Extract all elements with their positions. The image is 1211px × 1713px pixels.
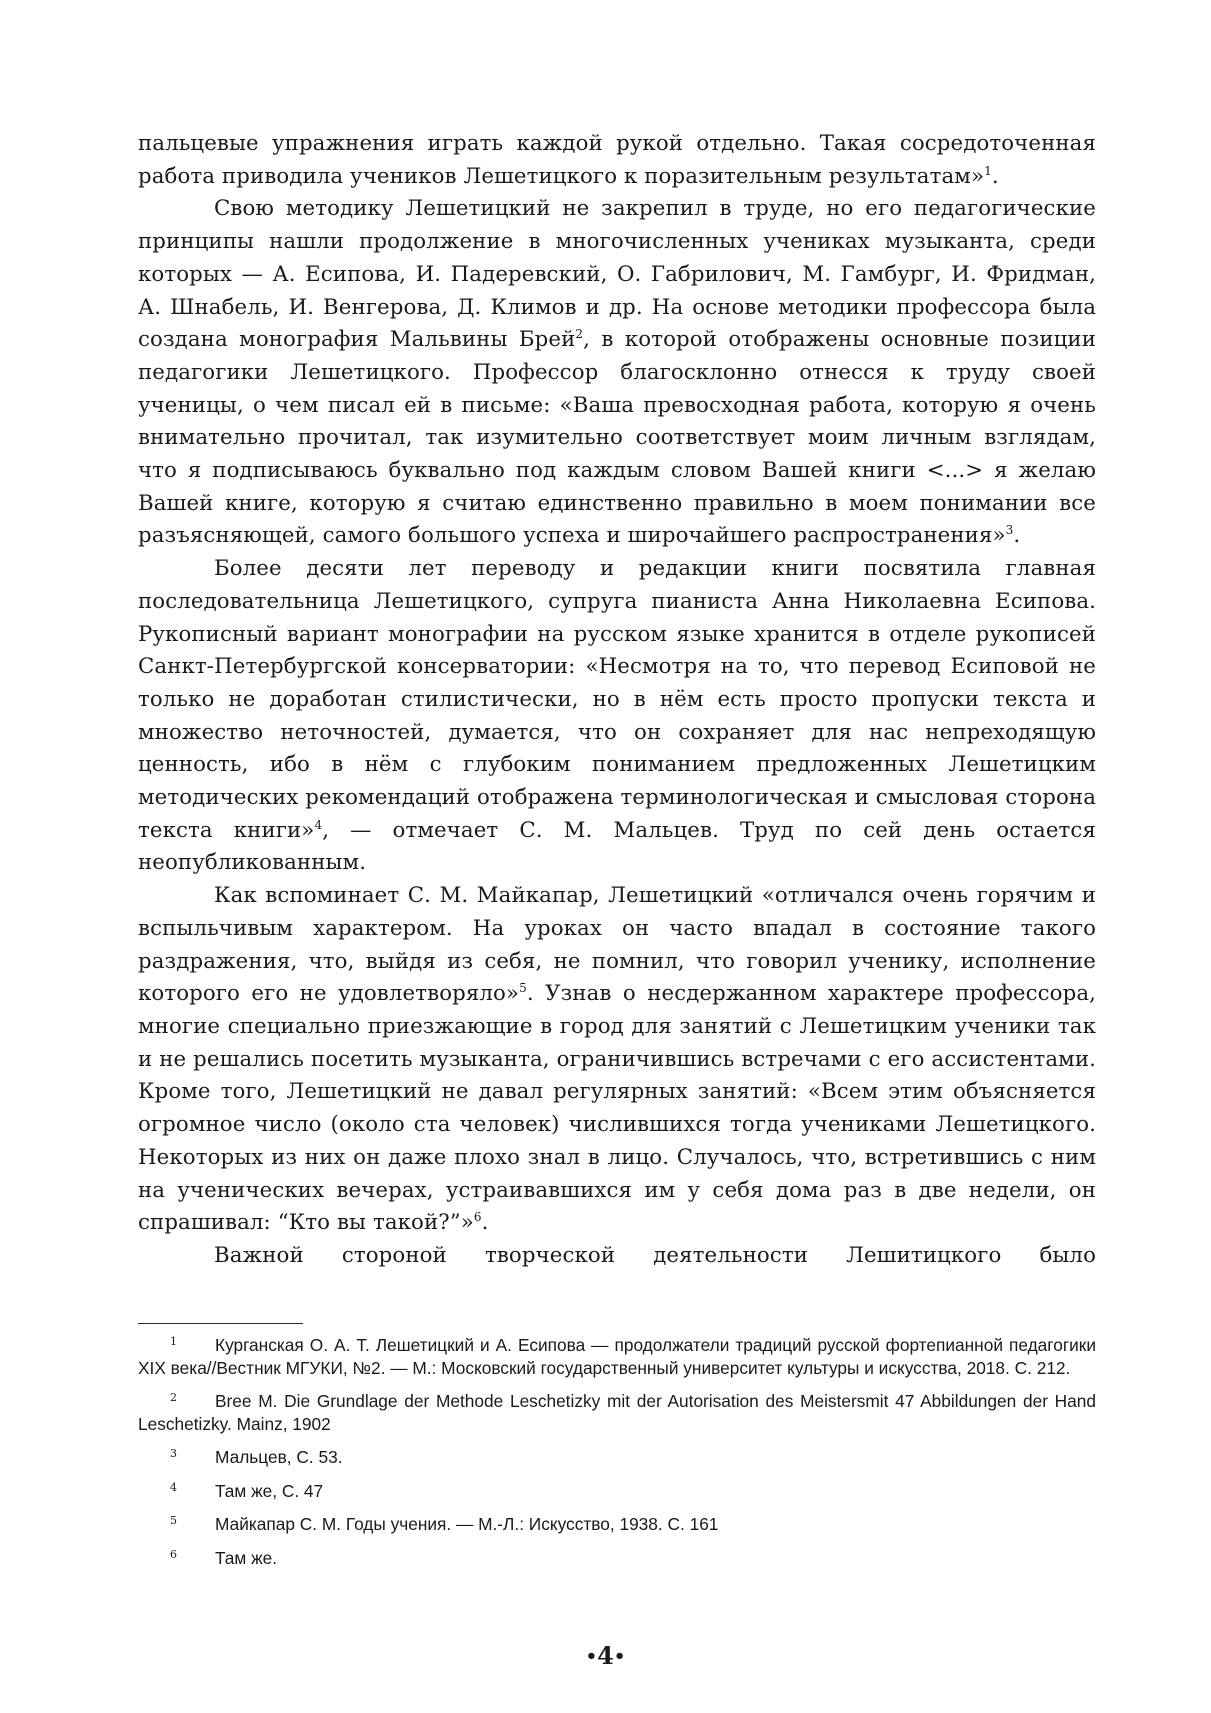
paragraph-1: пальцевые упражнения играть каждой рукой отдельно. Такая сосредоточенная работа приводила учеников Лешетицкого к поразительным результатам»$^1$. (138, 131, 1096, 189)
paragraph-5: Важной стороной творческой деятельности Лешитицкого было (214, 1242, 1096, 1268)
footnote-text: Курганская О. А. Т. Лешетицкий и А. Есипова — продолжатели традиций русской фортепианной педагогики XIX века//Вестник МГУКИ, №2. — М.: Московский государственный университет культуры и искусства, 2018. С. 212. (138, 1335, 1096, 1378)
footnote-text: Там же, С. 47 (215, 1480, 324, 1501)
paragraph-4: Как вспоминает С. М. Майкапар, Лешетицкий «отличался очень горячим и вспыльчивым характером. На уроках он часто впадал в состояние такого раздражения, что, выйдя из себя, не помнил, что говорил ученику, исполнение которого его не удовлетворяло»$^5$. Узнав о несдержанном характере профессора, многие специально приезжающие в город для занятий с Лешетицким ученики так и не решались посетить музыканта, ограничившись встречами с его ассистентами. Кроме того, Лешетицкий не давал регулярных занятий: «Всем этим объясняется огромное число (около ста человек) числившихся тогда учениками Лешетицкого. Некоторых из них он даже плохо знал в лицо. Случалось, что, встретившись с ним на ученических вечерах, устраивавшихся им у себя дома раз в две недели, он спрашивал: “Кто вы такой?”»$^6$. (138, 883, 1096, 1236)
footnote-text: Майкапар С. М. Годы учения. — М.-Л.: Искусство, 1938. С. 161 (215, 1514, 719, 1534)
page-number: •4• (585, 1641, 626, 1670)
footnote-separator (138, 1323, 303, 1324)
footnote-ref-1[interactable]: 1 (984, 163, 992, 178)
footnote-5: 5 Майкапар С. М. Годы учения. — М.-Л.: Искусство, 1938. С. 161 (170, 1514, 719, 1534)
footnote-text: Мальцев, С. 53. (215, 1447, 343, 1467)
footnote-ref-3[interactable]: 3 (1005, 523, 1014, 538)
footnote-3: 3 Мальцев, С. 53. (170, 1447, 343, 1467)
footnote-ref-6[interactable]: 6 (473, 1210, 482, 1225)
footnote-text: Там же. (215, 1547, 278, 1568)
footnote-ref-5[interactable]: 5 (519, 981, 527, 996)
footnotes (138, 1334, 1096, 1580)
footnote-ref-4[interactable]: 4 (314, 817, 323, 832)
footnote-1: 1 Курганская О. А. Т. Лешетицкий и А. Есипова — продолжатели традиций русской фортепианной педагогики XIX века//Вестник МГУКИ, №2. — М.: Московский государственный университет культуры и искусства, 2018. С. 212. (138, 1335, 1096, 1378)
bullet-right-icon: • (613, 1646, 626, 1667)
paragraph-3: Более десяти лет переводу и редакции книги посвятила главная последовательница Лешетицкого, супруга пианиста Анна Николаевна Есипова. Рукописный вариант монографии на русском языке хранится в отделе рукописей Санкт-Петербургской консерватории: «Несмотря на то, что перевод Есиповой не только не доработан стилистически, но в нём есть просто пропуски текста и множество неточностей, думается, что он сохраняет для нас непреходящую ценность, ибо в нём с глубоким пониманием предложенных Лешетицким методических рекомендаций отображена терминологическая и смысловая сторона текста книги»$^4$, — отмечает С. М. Мальцев. Труд по сей день остается неопубликованным. (138, 556, 1096, 876)
footnote-text: Bree M. Die Grundlage der Methode Leschetizky mit der Autorisation des Meistersmit 47 Abbildungen der Hand Leschetizky. Mainz, 1902 (138, 1391, 1096, 1434)
footnote-ref-2[interactable]: 2 (575, 327, 584, 342)
footnote-4: 4 Там же, С. 47 (170, 1480, 324, 1501)
main-text (138, 128, 1096, 1273)
paragraph-2: Свою методику Лешетицкий не закрепил в труде, но его педагогические принципы нашли продолжение в многочисленных учениках музыканта, среди которых — А. Есипова, И. Падеревский, О. Габрилович, М. Гамбург, И. Фридман, А. Шнабель, И. Венгерова, Д. Климов и др. На основе методики профессора была создана монография Мальвины Брей$^2$, в которой отображены основные позиции педагогики Лешетицкого. Профессор благосклонно отнесся к труду своей ученицы, о чем писал ей в письме: «Ваша превосходная работа, которую я очень внимательно прочитал, так изумительно соответствует моим личным взглядам, что я подписываюсь буквально под каждым словом Вашей книги <...> я желаю Вашей книге, которую я считаю единственно правильно в моем понимании все разъясняющей, самого большого успеха и широчайшего распространения»$^3$. (138, 196, 1096, 549)
footnote-2: 2 Bree M. Die Grundlage der Methode Leschetizky mit der Autorisation des Meistersmit 47 Abbildungen der Hand Leschetizky. Mainz, 1902 (138, 1391, 1096, 1434)
bullet-left-icon: • (585, 1646, 598, 1667)
footnote-6: 6 Там же. (170, 1547, 278, 1568)
